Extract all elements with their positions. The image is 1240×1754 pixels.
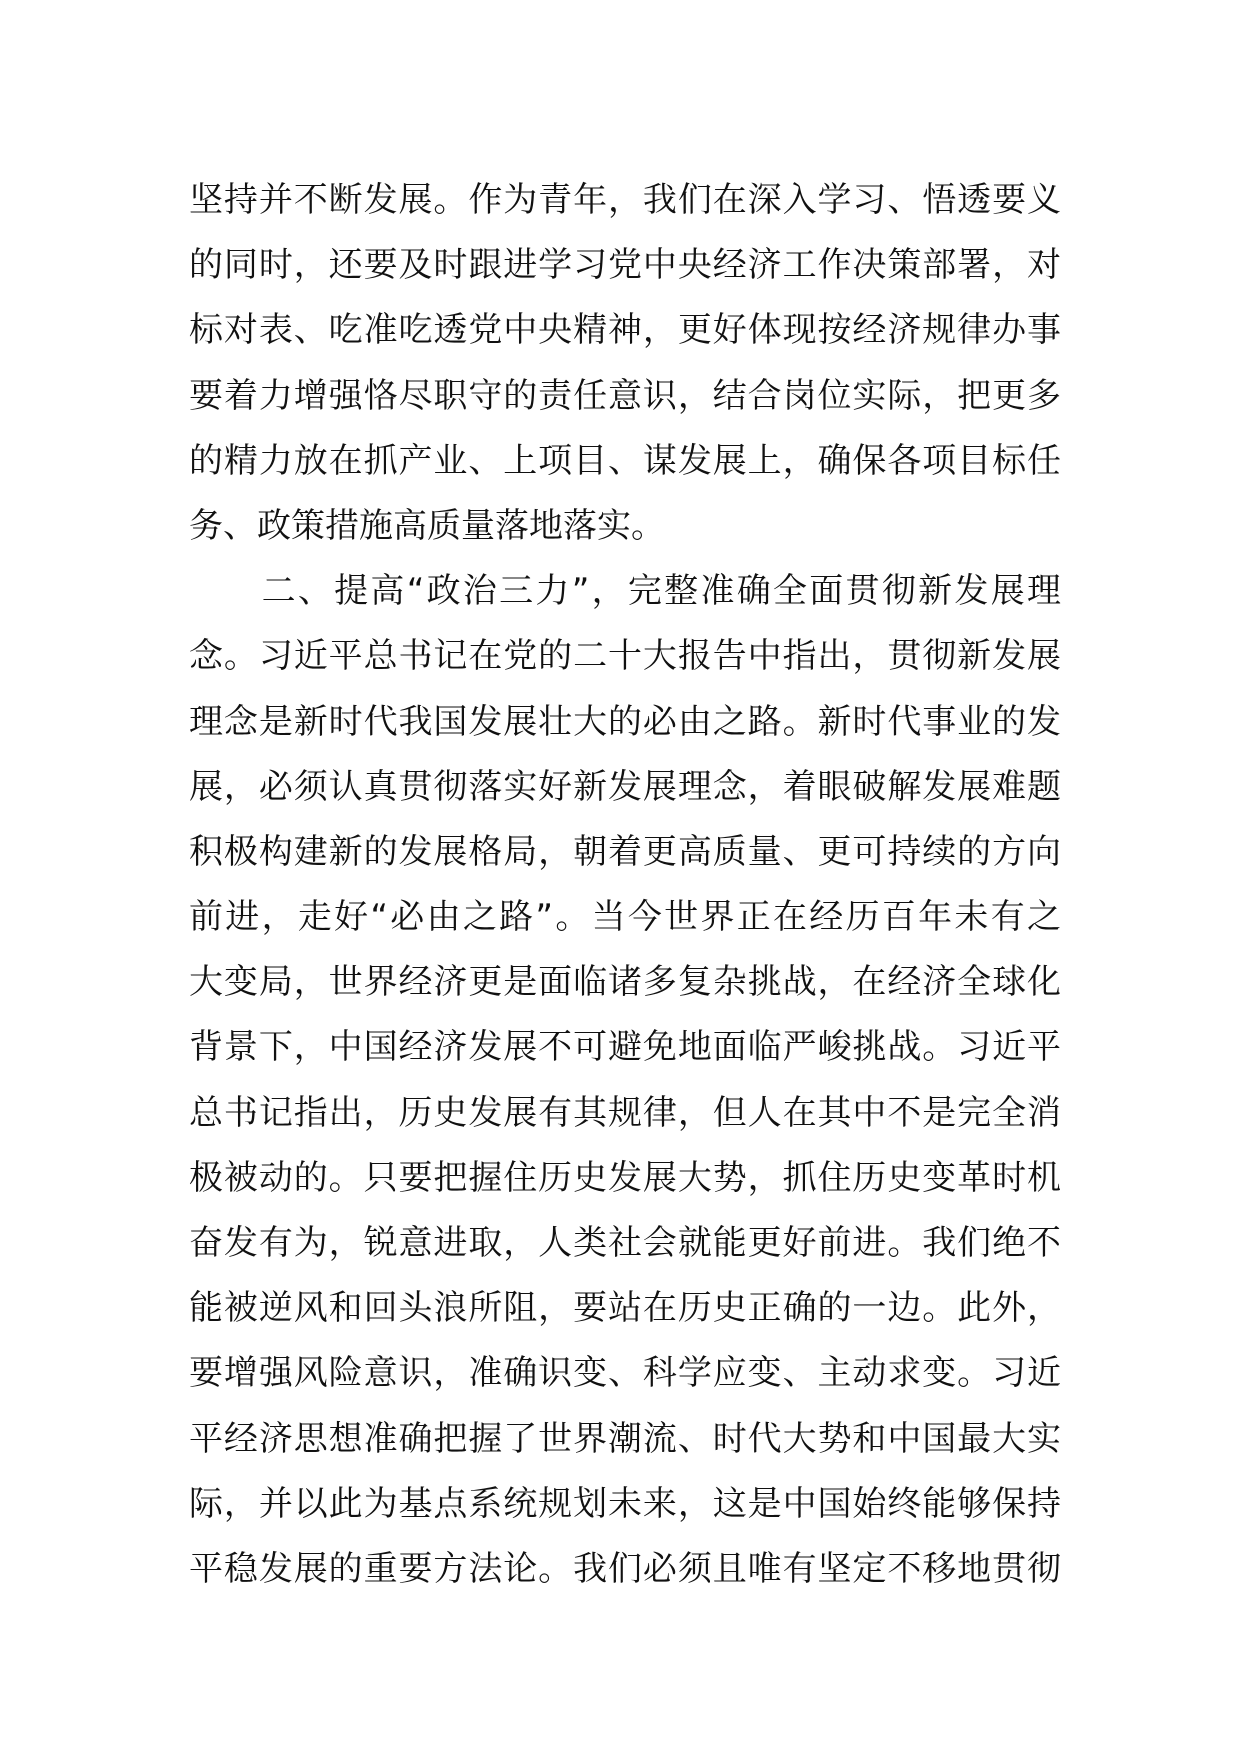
text-line-4: 要着力增强恪尽职守的责任意识，结合岗位实际，把更多 <box>189 375 1061 416</box>
text-line-18: 能被逆风和回头浪所阻，要站在历史正确的一边。此外， <box>189 1288 1061 1329</box>
text-line-2: 的同时，还要及时跟进学习党中央经济工作决策部署，对 <box>189 245 1061 286</box>
text-line-22: 平稳发展的重要方法论。我们必须且唯有坚定不移地贯彻 <box>189 1548 1061 1589</box>
text-line-11: 积极构建新的发展格局，朝着更高质量、更可持续的方向 <box>189 831 1061 872</box>
body-text <box>189 168 1061 1602</box>
text-line-3: 标对表、吃准吃透党中央精神，更好体现按经济规律办事 <box>189 310 1061 351</box>
text-line-14: 背景下，中国经济发展不可避免地面临严峻挑战。习近平 <box>189 1027 1061 1068</box>
text-line-20: 平经济思想准确把握了世界潮流、时代大势和中国最大实 <box>189 1418 1061 1459</box>
text-line-5: 的精力放在抓产业、上项目、谋发展上，确保各项目标任 <box>189 440 1061 481</box>
text-line-15: 总书记指出，历史发展有其规律，但人在其中不是完全消 <box>189 1092 1061 1133</box>
text-line-21: 际，并以此为基点系统规划未来，这是中国始终能够保持 <box>189 1483 1061 1524</box>
text-line-9: 理念是新时代我国发展壮大的必由之路。新时代事业的发 <box>189 701 1061 742</box>
text-line-12: 前进，走好“必由之路”。当今世界正在经历百年未有之 <box>189 897 1061 938</box>
section-heading-line: 二、提高“政治三力”，完整准确全面贯彻新发展理 <box>189 571 1061 612</box>
text-line-1: 坚持并不断发展。作为青年，我们在深入学习、悟透要义 <box>189 180 1061 220</box>
text-line-16: 极被动的。只要把握住历史发展大势，抓住历史变革时机 <box>189 1157 1061 1198</box>
text-line-17: 奋发有为，锐意进取，人类社会就能更好前进。我们绝不 <box>189 1223 1061 1263</box>
text-line-8: 念。习近平总书记在党的二十大报告中指出，贯彻新发展 <box>189 636 1061 677</box>
text-line-6: 务、政策措施高质量落地落实。 <box>189 505 665 546</box>
text-line-10: 展，必须认真贯彻落实好新发展理念，着眼破解发展难题 <box>189 766 1061 807</box>
text-line-13: 大变局，世界经济更是面临诸多复杂挑战，在经济全球化 <box>189 962 1061 1003</box>
text-line-19: 要增强风险意识，准确识变、科学应变、主动求变。习近 <box>189 1353 1061 1394</box>
